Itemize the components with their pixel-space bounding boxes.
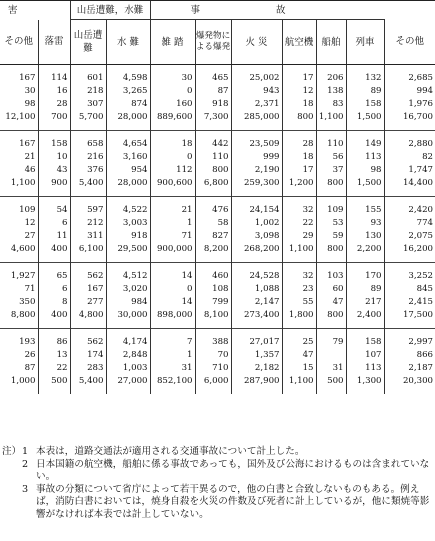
cell: 350 [19, 297, 36, 307]
cell: 109 [316, 197, 346, 218]
cell: 601 [70, 65, 106, 86]
table-row [0, 230, 435, 243]
cell: 170 [346, 263, 384, 284]
cell: 56 [316, 151, 346, 164]
table-row [0, 151, 435, 164]
cell: 2,848 [106, 349, 150, 362]
cell: 774 [384, 217, 435, 230]
cell: 6,000 [195, 375, 231, 394]
cell: 59 [316, 230, 346, 243]
table-row [0, 98, 435, 111]
cell: 8,100 [195, 309, 231, 329]
cell: 827 [195, 230, 231, 243]
cell: 12 [24, 218, 36, 228]
cell: 442 [195, 131, 231, 152]
cell: 167 [19, 73, 36, 83]
cell: 800 [316, 177, 346, 197]
cell: 158 [346, 329, 384, 350]
cell: 70 [195, 349, 231, 362]
cell: 800 [316, 309, 346, 329]
cell: 889,600 [150, 111, 195, 131]
cell: 10 [38, 151, 70, 164]
cell: 1,500 [346, 177, 384, 197]
cell: 18 [150, 131, 195, 152]
table-row [0, 296, 435, 309]
footnote-text: 日本国籍の航空機，船舶に係る事故であっても，国外及び公海におけるものは含まれていない。 [36, 458, 430, 482]
cell: 89 [346, 85, 384, 98]
cell: 710 [195, 362, 231, 375]
cell: 918 [195, 98, 231, 111]
table-row [0, 349, 435, 362]
cell: 900 [38, 177, 70, 197]
cell: 2,400 [346, 309, 384, 329]
cell: 71 [24, 284, 36, 294]
cell: 3,160 [106, 151, 150, 164]
cell: 400 [38, 309, 70, 329]
cell: 174 [70, 349, 106, 362]
cell: 14 [150, 263, 195, 284]
table-row [0, 85, 435, 98]
cell: 1,100 [282, 375, 316, 394]
table-row [0, 111, 435, 131]
cell: 283 [70, 362, 106, 375]
cell: 800 [195, 164, 231, 177]
cell: 216 [70, 151, 106, 164]
cell: 1,200 [282, 177, 316, 197]
cell: 287,900 [231, 375, 282, 394]
cell: 1 [150, 217, 195, 230]
cell: 14,400 [384, 177, 435, 197]
footnote-text: 事故の分類について省庁によって若干異るので，他の白書と合致しないものもある。例えば，消防白書においては，焼身自殺を火災の件数及び死者に計上しているが，他に類焼等影響がなければ本表では計上していない。 [36, 483, 430, 520]
cell: 2,685 [384, 65, 435, 86]
cell: 307 [70, 98, 106, 111]
cell: 1,100 [316, 111, 346, 131]
cell: 12,100 [5, 112, 36, 122]
cell: 285,000 [231, 111, 282, 131]
cell: 3,265 [106, 85, 150, 98]
cell: 8 [38, 296, 70, 309]
cell: 1,300 [346, 375, 384, 394]
cell: 8,200 [195, 243, 231, 263]
cell: 500 [316, 375, 346, 394]
cell: 83 [316, 98, 346, 111]
cell: 22 [38, 362, 70, 375]
cell: 1,927 [0, 263, 38, 284]
cell: 898,000 [150, 309, 195, 329]
table-row [0, 197, 435, 218]
cell: 107 [346, 349, 384, 362]
cell: 108 [195, 283, 231, 296]
cell: 30 [150, 65, 195, 86]
cell: 4,598 [106, 65, 150, 86]
cell: 158 [38, 131, 70, 152]
cell: 2,182 [231, 362, 282, 375]
cell: 32 [282, 263, 316, 284]
cell: 17,500 [384, 309, 435, 329]
cell: 658 [70, 131, 106, 152]
cell: 110 [316, 131, 346, 152]
cell: 5,400 [70, 375, 106, 394]
cell: 13 [38, 349, 70, 362]
header-other: その他 [384, 20, 435, 65]
cell: 700 [38, 111, 70, 131]
cell: 1,357 [231, 349, 282, 362]
cell: 6,100 [70, 243, 106, 263]
cell: 273,400 [231, 309, 282, 329]
cell: 2,415 [384, 296, 435, 309]
cell: 29 [282, 230, 316, 243]
header-row-columns [0, 20, 435, 65]
cell: 11 [38, 230, 70, 243]
cell: 212 [70, 217, 106, 230]
header-lightning: 落雷 [38, 20, 70, 65]
table-row [0, 329, 435, 350]
cell: 87 [195, 85, 231, 98]
cell: 1,100 [10, 178, 36, 188]
cell: 160 [150, 98, 195, 111]
cell: 1,003 [106, 362, 150, 375]
cell: 4,512 [106, 263, 150, 284]
cell: 999 [231, 151, 282, 164]
cell: 994 [384, 85, 435, 98]
cell: 6 [38, 217, 70, 230]
header-row-top [0, 1, 435, 20]
cell: 7 [150, 329, 195, 350]
cell: 311 [70, 230, 106, 243]
cell: 79 [316, 329, 346, 350]
table-row [0, 217, 435, 230]
cell: 845 [384, 283, 435, 296]
cell: 3,020 [106, 283, 150, 296]
cell: 27,000 [106, 375, 150, 394]
header-water: 水 難 [106, 20, 150, 65]
table-row [0, 164, 435, 177]
cell: 25 [282, 329, 316, 350]
cell: 12 [282, 85, 316, 98]
cell: 86 [38, 329, 70, 350]
cell: 110 [195, 151, 231, 164]
cell: 6 [38, 283, 70, 296]
cell: 1,747 [384, 164, 435, 177]
cell: 21 [24, 152, 36, 162]
cell: 852,100 [150, 375, 195, 394]
cell: 799 [195, 296, 231, 309]
cell: 65 [38, 263, 70, 284]
cell: 149 [346, 131, 384, 152]
cell: 1,800 [282, 309, 316, 329]
cell: 3,252 [384, 263, 435, 284]
cell: 82 [384, 151, 435, 164]
cell: 2,200 [346, 243, 384, 263]
cell: 138 [316, 85, 346, 98]
cell: 954 [106, 164, 150, 177]
cell: 4,800 [70, 309, 106, 329]
cell: 800 [282, 111, 316, 131]
header-stampede: 雑 踏 [150, 20, 195, 65]
footnote-number: 1 [22, 446, 29, 457]
table-row [0, 263, 435, 284]
cell: 460 [195, 263, 231, 284]
cell: 20,300 [384, 375, 435, 394]
cell: 0 [150, 283, 195, 296]
cell: 46 [24, 165, 36, 175]
cell: 3,098 [231, 230, 282, 243]
cell: 8,800 [10, 310, 36, 320]
cell: 18 [282, 151, 316, 164]
cell: 16,200 [384, 243, 435, 263]
cell: 1,088 [231, 283, 282, 296]
cell: 37 [316, 164, 346, 177]
cell: 14 [150, 296, 195, 309]
cell: 47 [282, 349, 316, 362]
footnote-3 [0, 484, 430, 522]
cell: 28,000 [106, 111, 150, 131]
footnote-2 [0, 459, 430, 484]
cell: 1,976 [384, 98, 435, 111]
cell: 24,154 [231, 197, 282, 218]
cell: 21 [150, 197, 195, 218]
table-row [0, 375, 435, 394]
cell: 29,500 [106, 243, 150, 263]
table-row [0, 131, 435, 152]
cell: 114 [38, 65, 70, 86]
footnote-1 [0, 446, 430, 459]
cell: 943 [231, 85, 282, 98]
cell: 27 [24, 231, 36, 241]
cell: 23,509 [231, 131, 282, 152]
header-damage-other: その他 [0, 20, 38, 65]
cell: 98 [346, 164, 384, 177]
cell: 0 [150, 85, 195, 98]
cell: 217 [346, 296, 384, 309]
footnote-mark: 注） [2, 446, 22, 457]
header-mountain [70, 20, 106, 65]
cell: 918 [106, 230, 150, 243]
cell: 984 [106, 296, 150, 309]
footnote-number: 2 [22, 458, 29, 470]
cell: 259,300 [231, 177, 282, 197]
cell: 900,600 [150, 177, 195, 197]
table-row [0, 243, 435, 263]
data-group [0, 329, 435, 395]
cell: 132 [346, 65, 384, 86]
cell: 31 [316, 362, 346, 375]
footnote-text: 本表は，道路交通法が適用される交通事故について計上した。 [36, 446, 305, 457]
cell: 158 [346, 98, 384, 111]
cell: 1,500 [346, 111, 384, 131]
cell: 30 [24, 86, 36, 96]
cell: 900,000 [150, 243, 195, 263]
cell: 1,100 [282, 243, 316, 263]
cell: 31 [150, 362, 195, 375]
cell: 27,017 [231, 329, 282, 350]
cell: 0 [150, 151, 195, 164]
cell: 58 [195, 217, 231, 230]
table-row [0, 362, 435, 375]
header-mountain-label: 山岳遭難 [73, 30, 103, 54]
cell: 4,654 [106, 131, 150, 152]
cell: 388 [195, 329, 231, 350]
data-group [0, 263, 435, 329]
cell: 2,187 [384, 362, 435, 375]
cell: 1,000 [10, 376, 36, 386]
cell: 98 [24, 99, 36, 109]
cell: 476 [195, 197, 231, 218]
header-train: 列車 [346, 20, 384, 65]
header-damage: 害 [0, 1, 38, 20]
cell: 206 [316, 65, 346, 86]
cell: 60 [316, 283, 346, 296]
header-explosion: 爆発物による爆発 [195, 20, 231, 65]
cell: 25,002 [231, 65, 282, 86]
cell: 5,700 [70, 111, 106, 131]
cell: 1 [150, 349, 195, 362]
cell: 2,075 [384, 230, 435, 243]
header-mountain-water-group: 山岳遭難，水難 [70, 1, 150, 20]
cell: 30,000 [106, 309, 150, 329]
cell: 800 [316, 243, 346, 263]
cell: 71 [150, 230, 195, 243]
cell: 866 [384, 349, 435, 362]
header-fire: 火 災 [231, 20, 282, 65]
cell: 874 [106, 98, 150, 111]
data-group [0, 131, 435, 197]
table-row [0, 283, 435, 296]
cell: 16,700 [384, 111, 435, 131]
cell: 167 [0, 131, 38, 152]
cell: 376 [70, 164, 106, 177]
cell: 53 [316, 217, 346, 230]
cell: 5,400 [70, 177, 106, 197]
cell: 155 [346, 197, 384, 218]
cell: 2,147 [231, 296, 282, 309]
cell: 465 [195, 65, 231, 86]
cell: 16 [38, 85, 70, 98]
footnote-number: 3 [22, 483, 29, 495]
header-ship: 船舶 [316, 20, 346, 65]
cell: 55 [282, 296, 316, 309]
cell: 18 [282, 98, 316, 111]
cell: 400 [38, 243, 70, 263]
cell: 22 [282, 217, 316, 230]
cell: 130 [346, 230, 384, 243]
cell: 7,300 [195, 111, 231, 131]
cell: 28 [282, 131, 316, 152]
cell: 15 [282, 362, 316, 375]
header-accident-group: 事 故 [150, 1, 435, 20]
cell: 597 [70, 197, 106, 218]
cell: 2,190 [231, 164, 282, 177]
header-aircraft: 航空機 [282, 20, 316, 65]
cell: 1,002 [231, 217, 282, 230]
cell: 28 [38, 98, 70, 111]
cell: 24,528 [231, 263, 282, 284]
cell: 28,000 [106, 177, 150, 197]
cell: 89 [346, 283, 384, 296]
cell: 500 [38, 375, 70, 394]
cell: 4,522 [106, 197, 150, 218]
cell: 218 [70, 85, 106, 98]
data-group [0, 65, 435, 131]
cell: 26 [24, 350, 36, 360]
cell: 32 [282, 197, 316, 218]
cell [316, 349, 346, 362]
cell: 23 [282, 283, 316, 296]
cell: 17 [282, 65, 316, 86]
cell: 43 [38, 164, 70, 177]
cell: 109 [0, 197, 38, 218]
cell: 2,880 [384, 131, 435, 152]
cell: 113 [346, 151, 384, 164]
cell: 47 [316, 296, 346, 309]
cell: 4,600 [10, 244, 36, 254]
table-row [0, 309, 435, 329]
cell: 3,003 [106, 217, 150, 230]
cell: 193 [0, 329, 38, 350]
footnotes [0, 446, 430, 521]
cell: 2,997 [384, 329, 435, 350]
cell: 2,371 [231, 98, 282, 111]
cell: 103 [316, 263, 346, 284]
cell: 54 [38, 197, 70, 218]
cell: 6,800 [195, 177, 231, 197]
cell: 112 [150, 164, 195, 177]
cell: 4,174 [106, 329, 150, 350]
cell: 167 [70, 283, 106, 296]
cell: 268,200 [231, 243, 282, 263]
cell: 17 [282, 164, 316, 177]
cell: 113 [346, 362, 384, 375]
table-row [0, 177, 435, 197]
cell: 277 [70, 296, 106, 309]
table-row [0, 65, 435, 86]
cell: 93 [346, 217, 384, 230]
cell: 562 [70, 329, 106, 350]
cell: 87 [24, 363, 36, 373]
cell: 2,420 [384, 197, 435, 218]
cell: 562 [70, 263, 106, 284]
data-group [0, 197, 435, 263]
